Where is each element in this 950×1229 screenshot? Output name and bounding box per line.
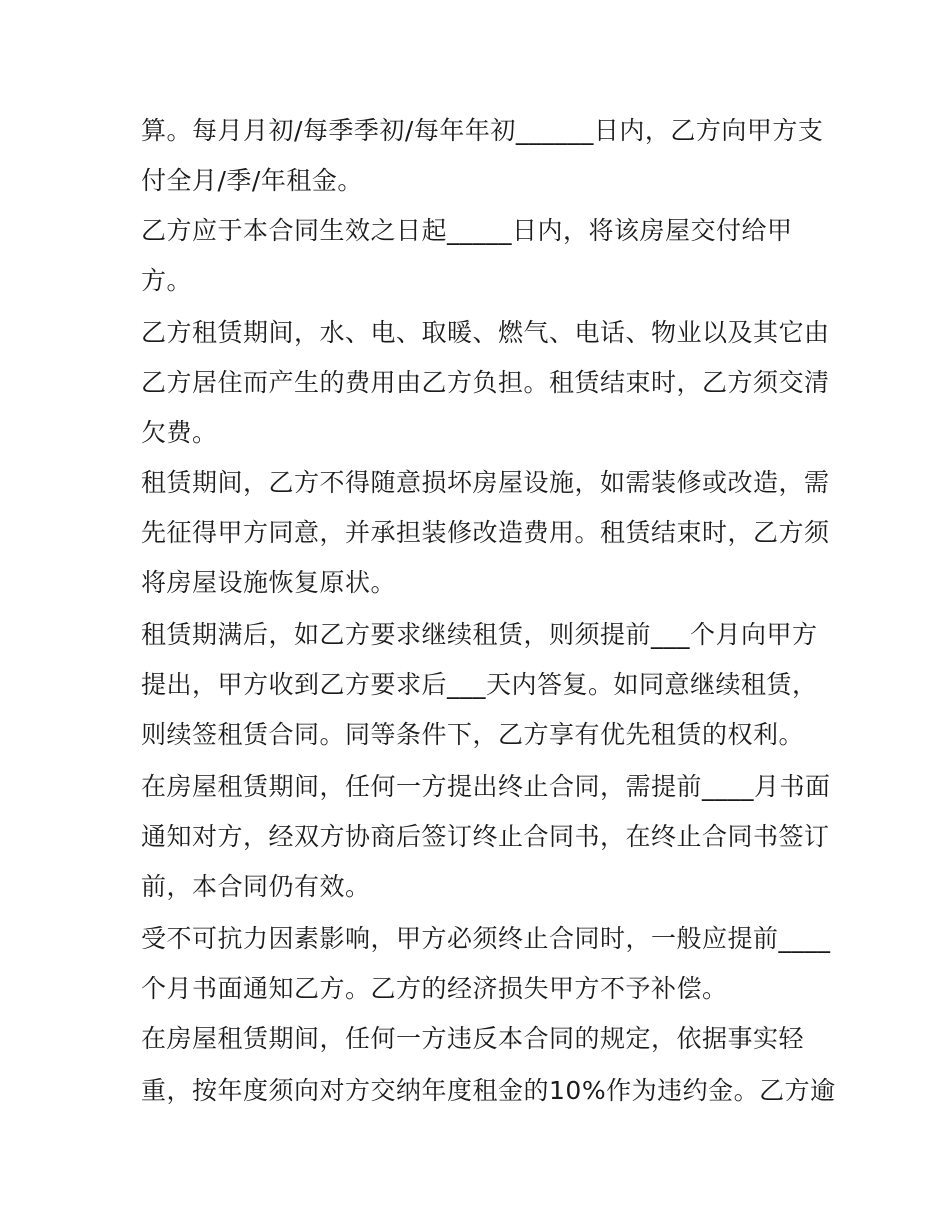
text-line: 乙方应于本合同生效之日起_____日内，将该房屋交付给甲 <box>141 216 793 245</box>
text-line: 通知对方，经双方协商后签订终止合同书，在终止合同书签订 <box>141 822 830 851</box>
text-line: 受不可抗力因素影响，甲方必须终止合同时，一般应提前____ <box>141 924 831 953</box>
text-line: 先征得甲方同意，并承担装修改造费用。租赁结束时，乙方须 <box>141 518 830 547</box>
text-line: 欠费。 <box>141 418 218 447</box>
text-line: 乙方租赁期间，水、电、取暖、燃气、电话、物业以及其它由 <box>141 318 830 347</box>
text-line: 将房屋设施恢复原状。 <box>141 568 397 597</box>
text-line: 提出，甲方收到乙方要求后___天内答复。如同意继续租赁， <box>141 670 818 699</box>
text-line: 付全月/季/年租金。 <box>141 166 363 195</box>
text-line: 算。每月月初/每季季初/每年年初______日内，乙方向甲方支 <box>141 116 824 145</box>
text-line: 租赁期满后，如乙方要求继续租赁，则须提前___个月向甲方 <box>141 620 818 649</box>
text-line: 乙方居住而产生的费用由乙方负担。租赁结束时，乙方须交清 <box>141 368 830 397</box>
text-line: 个月书面通知乙方。乙方的经济损失甲方不予补偿。 <box>141 974 728 1003</box>
text-line: 在房屋租赁期间，任何一方提出终止合同，需提前____月书面 <box>141 772 831 801</box>
text-line: 重，按年度须向对方交纳年度租金的10%作为违约金。乙方逾 <box>141 1076 836 1105</box>
text-line: 方。 <box>141 266 193 295</box>
text-line: 前，本合同仍有效。 <box>141 872 371 901</box>
text-line: 在房屋租赁期间，任何一方违反本合同的规定，依据事实轻 <box>141 1024 805 1053</box>
text-line: 租赁期间，乙方不得随意损坏房屋设施，如需装修或改造，需 <box>141 468 830 497</box>
text-line: 则续签租赁合同。同等条件下，乙方享有优先租赁的权利。 <box>141 720 805 749</box>
